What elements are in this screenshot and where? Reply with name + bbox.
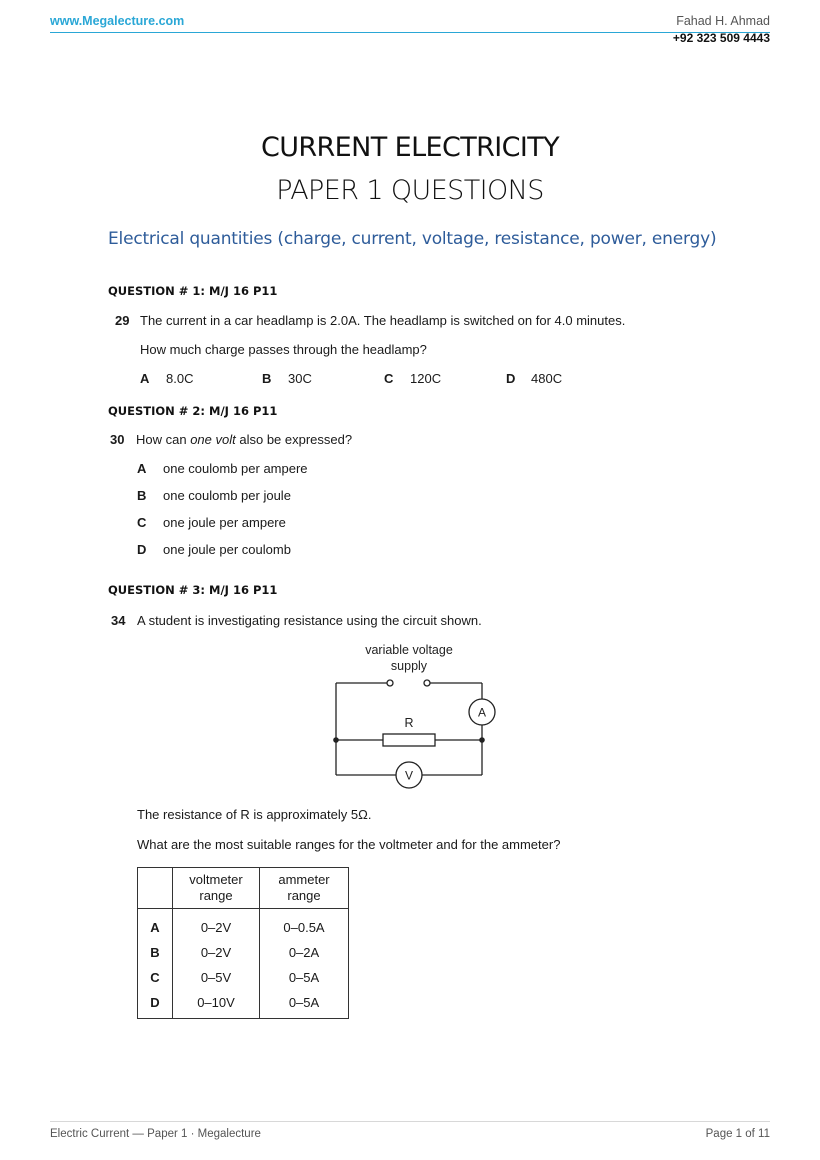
table-row <box>138 990 349 1019</box>
junction-left <box>333 737 339 743</box>
ammeter-range: 0–0.5A <box>260 909 349 941</box>
table-row <box>138 909 349 941</box>
question-1-prompt: How much charge passes through the headlamp? <box>140 342 427 357</box>
range-table <box>137 867 349 1019</box>
author-name: Fahad H. Ahmad <box>676 14 770 28</box>
resistor-symbol <box>383 734 435 746</box>
supply-label-line1: variable voltage <box>365 643 453 657</box>
voltmeter-label: V <box>404 768 414 783</box>
section-heading: Electrical quantities (charge, current, voltage, resistance, power, energy) <box>108 229 717 249</box>
question-2-option-a-letter: A <box>137 461 147 476</box>
question-2-option-d-letter: D <box>137 542 147 557</box>
question-3-heading: QUESTION # 3: M/J 16 P11 <box>108 583 278 597</box>
question-1-option-c-text: 120C <box>410 371 442 386</box>
question-2-number: 30 <box>110 432 125 447</box>
question-2-option-c-text: one joule per ampere <box>163 515 286 530</box>
voltmeter-header-line1: voltmeter <box>189 872 243 887</box>
document-title: CURRENT ELECTRICITY <box>260 132 560 163</box>
ammeter-range-header <box>260 868 349 909</box>
voltmeter-range: 0–2V <box>173 940 260 965</box>
question-2-option-c-letter: C <box>137 515 147 530</box>
supply-label-line2: supply <box>390 659 428 673</box>
voltmeter-range-header <box>173 868 260 909</box>
range-table-corner <box>138 868 173 909</box>
question-1-option-b-letter: B <box>262 371 272 386</box>
table-row <box>138 965 349 990</box>
question-2-stem-emphasis: one volt <box>190 432 236 447</box>
supply-terminal-left <box>387 680 393 686</box>
junction-right <box>479 737 485 743</box>
question-1-option-b-text: 30C <box>288 371 312 386</box>
question-3-info: The resistance of R is approximately 5Ω. <box>137 807 372 822</box>
question-3-prompt: What are the most suitable ranges for the voltmeter and for the ammeter? <box>137 837 561 852</box>
question-1-number: 29 <box>115 313 130 328</box>
voltmeter-range: 0–2V <box>173 909 260 941</box>
question-2-stem <box>136 432 352 447</box>
question-2-stem-post: also be expressed? <box>235 432 353 447</box>
voltmeter-range: 0–5V <box>173 965 260 990</box>
range-table-header <box>138 868 349 909</box>
voltmeter-header-line2: range <box>199 888 233 903</box>
document-subtitle: PAPER 1 QUESTIONS <box>276 175 544 206</box>
row-letter: C <box>138 965 173 990</box>
question-1-option-d-letter: D <box>506 371 516 386</box>
question-1-option-c-letter: C <box>384 371 394 386</box>
header-divider <box>50 32 770 33</box>
question-1-option-a-text: 8.0C <box>166 371 194 386</box>
question-1-option-a-letter: A <box>140 371 150 386</box>
site-link[interactable]: www.Megalecture.com <box>50 14 185 28</box>
question-2-heading: QUESTION # 2: M/J 16 P11 <box>108 404 278 418</box>
author-phone: +92 323 509 4443 <box>672 31 770 45</box>
question-1-heading: QUESTION # 1: M/J 16 P11 <box>108 284 278 298</box>
row-letter: A <box>138 909 173 941</box>
question-2-option-d-text: one joule per coulomb <box>163 542 291 557</box>
question-3-number: 34 <box>111 613 126 628</box>
ammeter-header-line1: ammeter <box>278 872 330 887</box>
ammeter-header-line2: range <box>287 888 321 903</box>
ammeter-range: 0–2A <box>260 940 349 965</box>
question-1-stem: The current in a car headlamp is 2.0A. The headlamp is switched on for 4.0 minutes. <box>140 313 626 328</box>
question-2-stem-pre: How can <box>136 432 191 447</box>
question-3-stem: A student is investigating resistance using the circuit shown. <box>137 613 482 628</box>
voltmeter-range: 0–10V <box>173 990 260 1019</box>
footer-divider <box>50 1121 770 1122</box>
footer-page-number: Page 1 of 11 <box>705 1128 770 1140</box>
ammeter-range: 0–5A <box>260 990 349 1019</box>
row-letter: B <box>138 940 173 965</box>
supply-terminal-right <box>424 680 430 686</box>
ammeter-range: 0–5A <box>260 965 349 990</box>
ammeter-label: A <box>477 705 487 720</box>
question-2-option-a-text: one coulomb per ampere <box>163 461 308 476</box>
question-2-option-b-text: one coulomb per joule <box>163 488 291 503</box>
table-row <box>138 940 349 965</box>
footer-document-name: Electric Current — Paper 1 · Megalecture <box>50 1128 261 1140</box>
question-1-option-d-text: 480C <box>531 371 563 386</box>
question-2-option-b-letter: B <box>137 488 147 503</box>
resistor-label: R <box>404 716 414 730</box>
row-letter: D <box>138 990 173 1019</box>
circuit-diagram <box>320 640 510 795</box>
